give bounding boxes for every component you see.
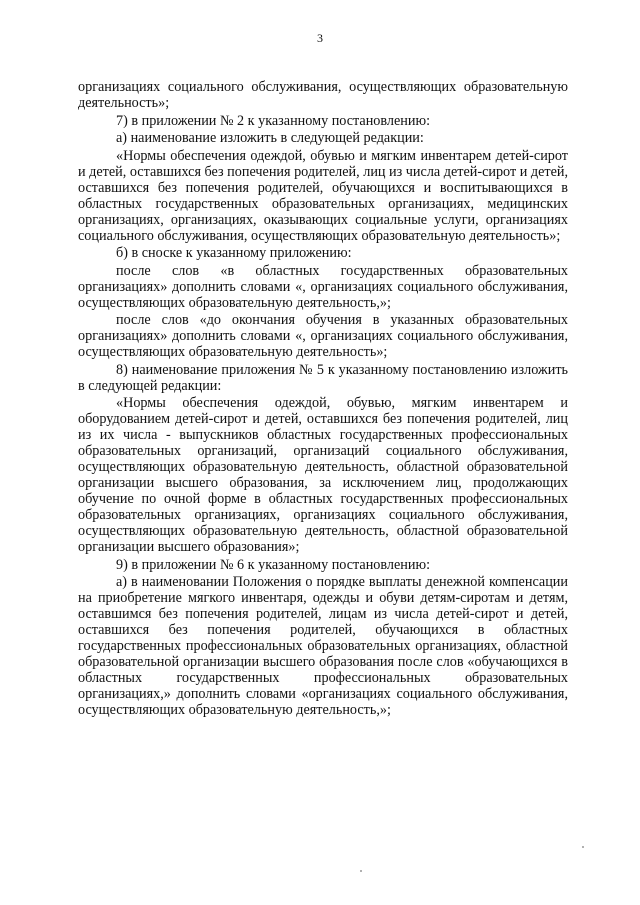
paragraph-quote-annex-2-title: «Нормы обеспечения одеждой, обувью и мягким инвентарем детей-сирот и детей, оставшихся без попечения родителей, лиц из числа детей-сирот и детей, оставшихся без попечения родителей, обучающихся и воспитывающихся в областных государственных образовательных организациях, медицинских организациях, организациях, оказывающих социальные услуги, организациях социального обслуживания, осуществляющих образовательную деятельность»; [78,147,569,244]
paragraph-footnote-change-1: после слов «в областных государственных образовательных организациях» дополнить словами «, организациях социального обслуживания, осуществляющих образовательную деятельность,»; [78,262,568,311]
paragraph-item-7a: а) наименование изложить в следующей редакции: [116,130,424,146]
scan-speck [360,870,362,872]
paragraph-item-7b: б) в сноске к указанному приложению: [116,245,352,261]
paragraph-continuation: организациях социального обслуживания, осуществляющих образовательную деятельность»; [78,79,568,111]
paragraph-item-7: 7) в приложении № 2 к указанному постановлению: [116,112,431,129]
paragraph-footnote-change-2: после слов «до окончания обучения в указанных образовательных организациях» дополнить словами «, организациях социального обслуживания, осуществляющих образовательную деятельность»; [78,312,568,360]
document-body [78,79,568,720]
scan-speck [582,846,584,848]
page-number: 3 [317,31,323,45]
paragraph-item-9: 9) в приложении № 6 к указанному постановлению: [116,556,431,573]
paragraph-quote-annex-5-title: «Нормы обеспечения одеждой, обувью, мягким инвентарем и оборудованием детей-сирот и детей, оставшихся без попечения родителей, лиц из их числа - выпускников областных государственных профессиональных образовательных организаций, организаций социального обслуживания, осуществляющих образовательную деятельность, областной образовательной организации высшего образования, за исключением лиц, продолжающих обучение по очной форме в областных государственных профессиональных образовательных организациях, организациях социального обслуживания, осуществляющих образовательную деятельность, областной образовательной организации высшего образования»; [78,395,568,555]
paragraph-item-8: 8) наименование приложения № 5 к указанному постановлению изложить в следующей редакции: [78,361,568,394]
paragraph-item-9a: а) в наименовании Положения о порядке выплаты денежной компенсации на приобретение мягкого инвентаря, одежды и обуви детям-сиротам и детям, оставшимся без попечения родителей, лицам из числа детей-сирот и детей, оставшихся без попечения родителей, обучающихся в областных государственных профессиональных образовательных организациях, областной образовательной организации высшего образования после слов «обучающихся в областных государственных профессиональных образовательных организациях,» дополнить словами «организациях социального обслуживания, осуществляющих образовательную деятельность,»; [78,574,568,718]
